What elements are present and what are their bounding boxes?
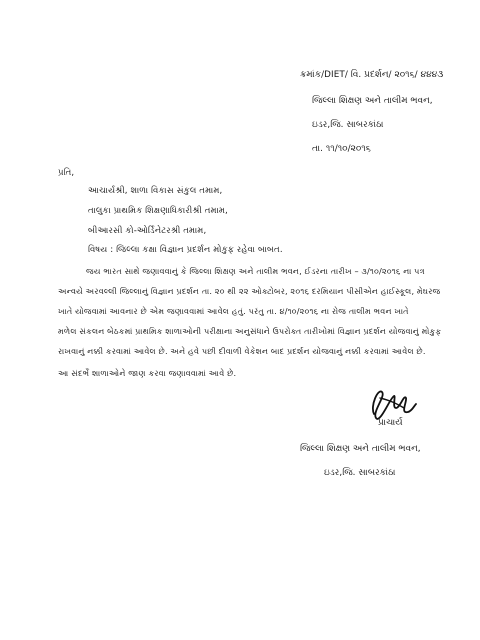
prati-label: પ્રતિ, [58,168,75,178]
signature-mark [360,560,420,620]
body-line: ખાતે યોજવામાં આવનાર છે એમ જણાવવામાં આવેલ હતું. પરંતુ તા. ૪/૧૦/૨૦૧૬ ના રોજ તાલીમ ભવન ખાતે [58,306,409,316]
body-line: આ સંદર્ભે શાળાઓને જાણ કરવા જણાવવામાં આવે છે. [58,368,237,378]
recipient-line: બીઆરસી કો-ઓર્ડિનેટરશ્રી તમામ, [88,226,207,236]
subject-line: વિષય : જિલ્લા કક્ષા વિજ્ઞાન પ્રદર્શન મોકુફ રહેવા બાબત. [88,245,283,255]
signatory-address: ઇડર,જિ. સાબરકાંઠા [324,468,396,478]
recipient-line: આચાર્યશ્રી, શાળા વિકાસ સંકુલ તમામ, [88,186,223,196]
signatory-title: પ્રાચાર્ય [378,418,403,428]
body-line: જય ભારત સાથે જણાવવાનું કે જિલ્લા શિક્ષણ અને તાલીમ ભવન, ઈડરના તારીખ – ૩/૧૦/૨૦૧૬ ના પત્ર [86,266,425,276]
body-line: મળેલ સંકલન બેઠકમાં પ્રાથમિક શાળાઓની પરીક્ષાના અનુસંધાને ઉપરોક્ત તારીખોમાં વિજ્ઞાન પ્રદર્શન યોજવાનું મોકુફ [58,326,442,336]
letter-date: તા. ૧૧/૧૦/૨૦૧૬ [312,144,371,154]
office-name: જિલ્લા શિક્ષણ અને તાલીમ ભવન, [312,96,433,106]
signatory-office: જિલ્લા શિક્ષણ અને તાલીમ ભવન, [300,444,421,454]
body-line: રાખવાનું નક્કી કરવામાં આવેલ છે. અને હવે પછી દીવાળી વેકેશન બાદ પ્રદર્શન યોજવાનું નક્કી કરવામાં આવેલ છે. [58,346,426,356]
office-address: ઇડર,જિ. સાબરકાંઠા [312,120,384,130]
body-line: અન્વયે અરવલ્લી જિલ્લાનું વિજ્ઞાન પ્રદર્શન તા. ૨૦ થી ૨૨ ઓક્ટોબર, ૨૦૧૬ દરમિયાન પીસીએન હાઈસ્કૂલ, મેઘરજ [58,286,441,296]
reference-number: ક્રમાંક/DIET/ વિ. પ્રદર્શન/ ૨૦૧૬/ ૪૪૪૩ [300,70,444,80]
recipient-line: તાલુકા પ્રાથમિક શિક્ષણાધિકારીશ્રી તમામ, [88,206,228,216]
